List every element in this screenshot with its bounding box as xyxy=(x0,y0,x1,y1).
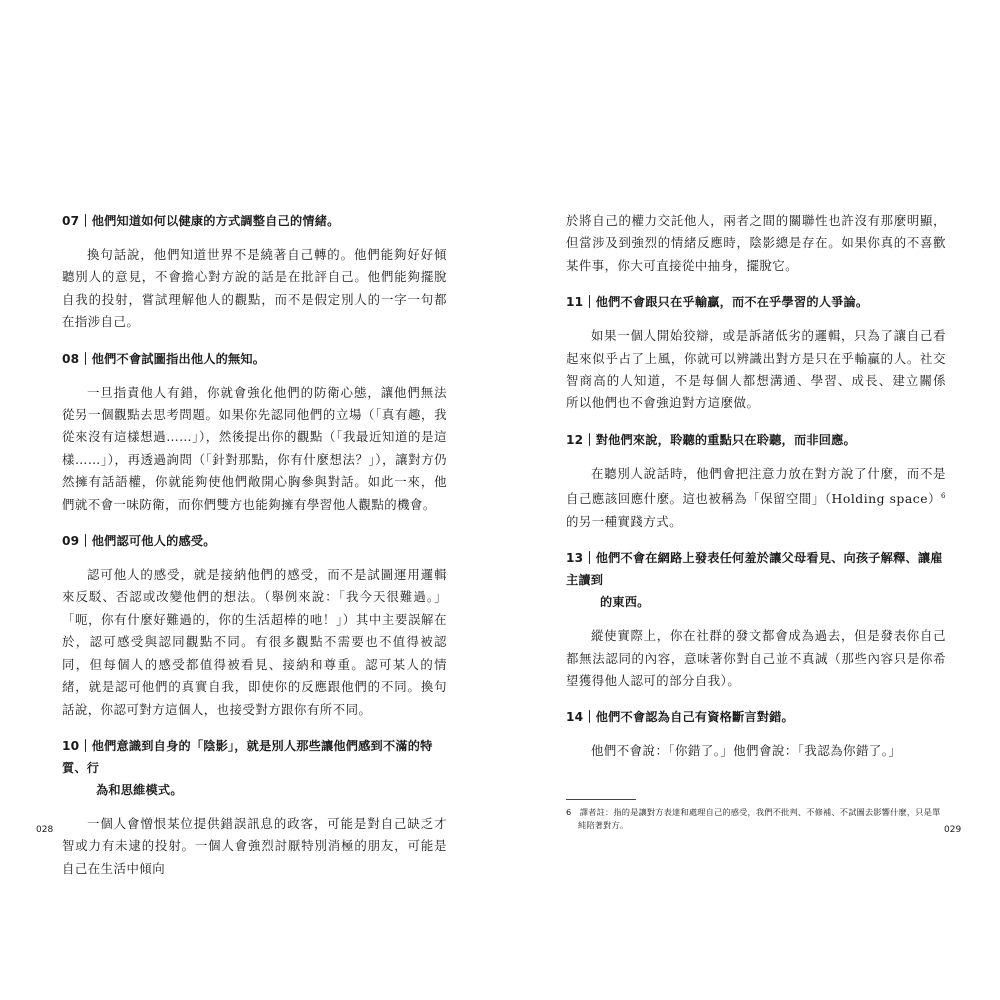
section-10-heading-line1: 10｜他們意識到自身的「陰影」，就是別人那些讓他們感到不滿的特質、行 xyxy=(62,738,433,775)
footnote-6: 6 譯者註：指的是讓對方表達和處理自己的感受，我們不批判、不修補、不試圖去影響什麼，只是單純陪著對方。 xyxy=(566,806,941,830)
section-09-heading: 09｜他們認可他人的感受。 xyxy=(62,534,216,549)
section-13-paragraph: 縱使實際上，你在社群的發文都會成為過去，但是發表你自己都無法認同的內容，意味著你對自己並不真誠（那些內容只是你希望獲得他人認可的部分自我）。 xyxy=(566,628,946,688)
page-number-right: 029 xyxy=(944,825,962,835)
section-08-heading: 08｜他們不會試圖指出他人的無知。 xyxy=(62,351,266,366)
section-14-heading: 14｜他們不會認為自己有資格斷言對錯。 xyxy=(566,710,794,725)
footnote-reference[interactable]: 6 xyxy=(941,492,946,501)
section-12-paragraph xyxy=(566,463,946,533)
section-12-text-a: 在聽別人說話時，他們會把注意力放在對方說了什麼，而不是自己應該回應什麼。這也被稱為「保留空間」（Holding space） xyxy=(566,465,946,507)
section-10-heading xyxy=(62,735,447,801)
section-07-heading: 07｜他們知道如何以健康的方式調整自己的情緒。 xyxy=(62,214,340,228)
section-14-paragraph: 他們不會說：「你錯了。」他們會說：「我認為你錯了。」 xyxy=(591,743,902,759)
section-11-heading: 11｜他們不會跟只在乎輸贏，而不在乎學習的人爭論。 xyxy=(566,295,869,310)
section-07-paragraph: 換句話說，他們知道世界不是繞著自己轉的。他們能夠好好傾聽別人的意見，不會擔心對方說的話是在批評自己。他們能夠擺脫自我的投射，嘗試理解他人的觀點，而不是假定別人的一字一句都在指涉自己。 xyxy=(62,247,447,330)
section-09-paragraph: 認可他人的感受，就是接納他們的感受，而不是試圖運用邏輯來反駁、否認或改變他們的想法。（舉例來說：「我今天很難過。」「呃，你有什麼好難過的，你的生活超棒的吔！」）其中主要誤解在於，認可感受與認同觀點不同。有很多觀點不需要也不值得被認同，但每個人的感受都值得被看見、接納和尊重。認可某人的情緒，就是認可他們的真實自我，即使你的反應跟他們的不同。換句話說，你認可對方這個人，也接受對方跟你有所不同。 xyxy=(62,567,447,717)
section-10-continuation: 於將自己的權力交託他人，兩者之間的關聯性也許沒有那麼明顯，但當涉及到強烈的情緒反應時，陰影總是存在。如果你真的不喜歡某件事，你大可直接從中抽身，擺脫它。 xyxy=(566,213,946,273)
section-12-heading: 12｜對他們來說，聆聽的重點只在聆聽，而非回應。 xyxy=(566,432,856,447)
section-10-paragraph: 一個人會憎恨某位提供錯誤訊息的政客，可能是對自己缺乏才智或力有未逮的投射。一個人會強烈討厭特別消極的朋友，可能是自己在生活中傾向 xyxy=(62,815,447,876)
section-11-paragraph: 如果一個人開始狡辯，或是訴諸低劣的邏輯，只為了讓自己看起來似乎占了上風，你就可以辨識出對方是只在乎輸贏的人。社交智商高的人知道，不是每個人都想溝通、學習、成長、建立關係 所以他們也不會強迫對方這麼做。 xyxy=(566,328,972,411)
section-08-paragraph: 一旦指責他人有錯，你就會強化他們的防衛心態，讓他們無法從另一個觀點去思考問題。如果你先認同他們的立場（「真有趣，我從來沒有這樣想過……」），然後提出你的觀點（「我最近知道的是這樣……」），再透過詢問（「針對那點，你有什麼想法？」），讓對方仍然擁有話語權，你就能夠使他們敞開心胸參與對話。如此一來，他們就不會一味防衛，而你們雙方也能夠擁有學習他人觀點的機會。 xyxy=(62,384,447,512)
section-10-heading-line2: 為和思維模式。 xyxy=(96,782,183,797)
page-number-left: 028 xyxy=(36,825,54,835)
left-page-body xyxy=(62,210,447,880)
section-13-heading xyxy=(566,547,946,613)
section-13-heading-line1: 13｜他們不會在網路上發表任何羞於讓父母看見、向孩子解釋、讓雇主讀到 xyxy=(566,551,943,588)
section-12-text-b: 的另一種實踐方式。 xyxy=(566,513,683,529)
section-13-heading-line2: 的東西。 xyxy=(600,595,650,610)
footnote-divider xyxy=(566,799,636,800)
